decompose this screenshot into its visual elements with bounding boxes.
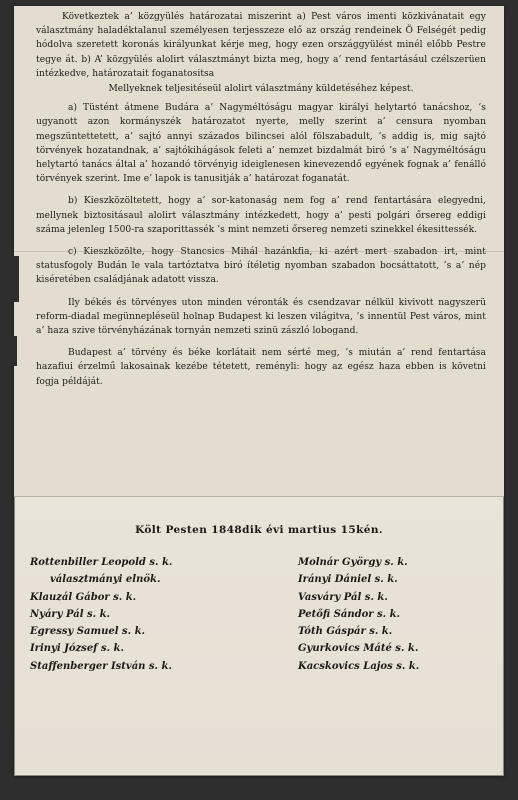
torn-edge [11, 336, 17, 366]
signer-name: Petőfi Sándor s. k. [298, 608, 401, 620]
signer-name: Nyáry Pál s. k. [30, 608, 111, 620]
signer-name: Tóth Gáspár s. k. [298, 626, 393, 638]
signer-name: Kacskovics Lajos s. k. [298, 660, 420, 672]
signer-title: választmányi elnök. [50, 574, 161, 586]
signer-name: Klauzál Gábor s. k. [30, 591, 137, 603]
signer-name: Gyurkovics Máté s. k. [298, 643, 419, 655]
signer-name: Vasváry Pál s. k. [298, 591, 388, 603]
paragraph-item-c: c) Kieszközölte, hogy Stancsics Mihál hazánkfia, ki azért mert szabadon irt, mint statusfogoly Budán le vala tartóztatva biró ítéletig nyomban szabadon bocsáttatott, ’s a’ nép kiséretében családjának adatott vissza. [36, 247, 486, 286]
date-line: Költ Pesten 1848dik évi martius 15kén. [135, 524, 383, 536]
signer-name: Rottenbiller Leopold s. k. [30, 557, 173, 568]
signatories-right-column [298, 554, 508, 675]
signatories-left-column [30, 554, 260, 675]
paragraph-closing: Budapest a’ törvény és béke korlátait nem sérté meg, ’s miután a’ rend fentartása hazafiui érzelmű lakosainak kezébe tétetett, reményli: hogy az egész haza ebben is követni fogja példáját. [36, 348, 486, 387]
paragraph-item-a: a) Tüstént átmene Budára a’ Nagyméltóságu magyar királyi helytartó tanácshoz, ’s ugyanott azon kormányszék határozatot nyerte, melly szerint a’ censura nyomban megszüntettetett, a’ sajtó annyi százados bilincsei alól fölszabadult, ’s addig is, mig sajtó törvények hozatandnak, a’ sajtókihágások feleti a’ nemzet bizdalmát biró ’s a’ Nagyméltóságu helytartó tanács által a’ hozandó törvényig ideiglenesen kinevezendő egyének fognak a’ fenálló törvények szerint. Ime e’ lapok is tanusitják a’ határozat foganatát. [36, 103, 486, 185]
signer-name: Egressy Samuel s. k. [30, 626, 145, 638]
signer-name: Irányi Dániel s. k. [298, 574, 398, 586]
signer-name: Molnár György s. k. [298, 557, 408, 568]
body-text [36, 10, 486, 389]
fold-line [14, 251, 504, 252]
signer-name: Staffenberger István s. k. [30, 660, 172, 672]
paragraph-intro: Következtek a’ közgyülés határozatai miszerint a) Pest város imenti közkivánatait egy választmány haladéktalanul személyesen terjesszeze elő az ország rendeinek Ö Felségét pedig hódolva szeretett koronás királyunkat kérje meg, hogy ezen országgyülést minél előbb Pestre tegye át. b) A’ közgyülés alolirt választmányt bizta meg, hogy a’ rend fentartásául czélszerüen intézkedve, határozatait foganatositsa [36, 12, 486, 79]
signer-name: Irinyi József s. k. [30, 643, 124, 655]
paragraph-item-b: b) Kieszközöltetett, hogy a’ sor-katonaság nem fog a’ rend fentartására elegyedni, mellynek biztositásaul alolirt választmány intézkedett, hogy a’ pesti polgári őrsereg eddigi száma jelenleg 1500-ra szaporittassék ’s mint nemzeti őrsereg nemzeti szinekkel ékesittessék. [36, 196, 486, 235]
document-sheet [14, 6, 504, 776]
paragraph-heading: Mellyeknek teljesitéseül alolirt választmány küldetéséhez képest. [108, 84, 414, 95]
paragraph-celebration: Ily békés és törvényes uton minden véronták és csendzavar nélkül kivivott nagyszerü reform-diadal megünnepléseül holnap Budapest ki leszen világitva, ’s innentül Pest város, mint a’ haza szive törvényházának tornyán nemzeti szinü zászló lobogand. [36, 297, 486, 337]
torn-edge [11, 256, 19, 302]
